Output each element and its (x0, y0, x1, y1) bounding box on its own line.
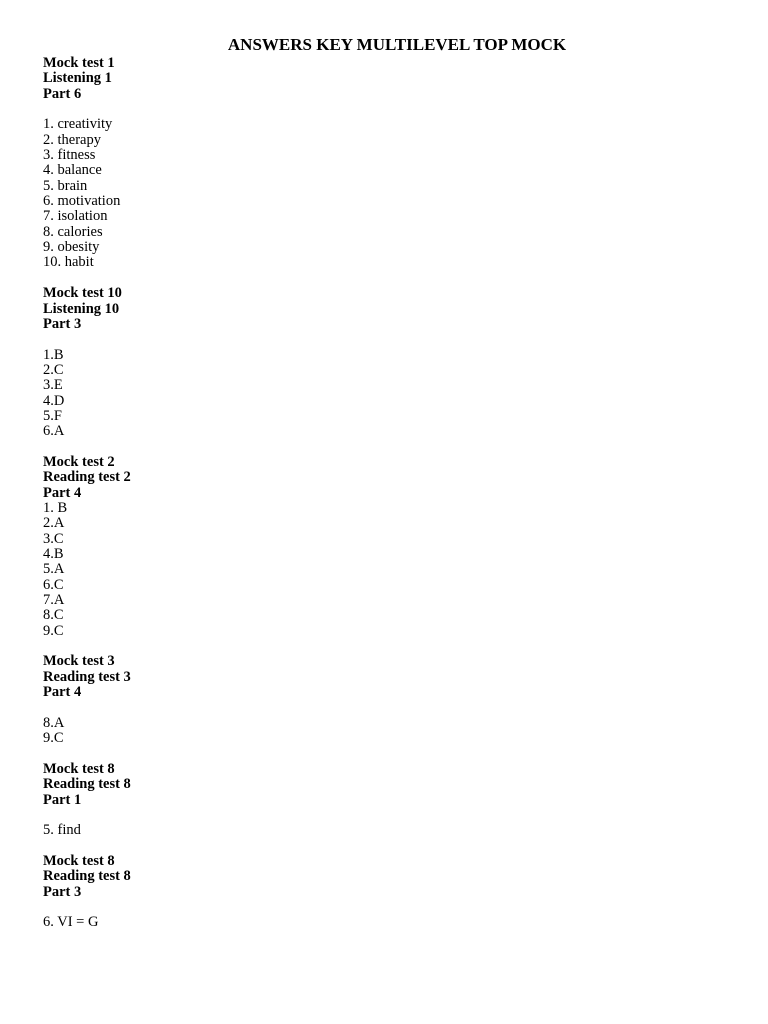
blank-line (43, 808, 643, 823)
answer-item: 2. therapy (43, 131, 101, 148)
answer-item: 5. brain (43, 177, 88, 194)
answer-list (43, 501, 643, 639)
answer-item: 4.D (43, 392, 65, 409)
answer-item: 1. creativity (43, 116, 113, 133)
answer-item: 3. fitness (43, 147, 96, 164)
answer-item: 2.A (43, 515, 65, 532)
answer-item: 10. habit (43, 254, 94, 271)
blank-line (43, 700, 643, 715)
blank-line (43, 900, 643, 915)
answer-item: 1. B (43, 499, 68, 516)
section-mock-test-heading: Mock test 2 (43, 453, 115, 470)
answer-item: 2.C (43, 361, 64, 378)
section-mock-test-heading: Mock test 1 (43, 55, 115, 71)
answer-item: 1.B (43, 346, 64, 363)
answer-item: 6. motivation (43, 193, 121, 210)
blank-line (43, 332, 643, 347)
section-test-heading: Listening 1 (43, 70, 112, 87)
answer-item: 4.B (43, 546, 64, 562)
answer-item: 5.F (43, 407, 62, 424)
section-part-heading: Part 3 (43, 883, 82, 900)
section-mock-test-heading: Mock test 8 (43, 852, 115, 869)
answer-key-content (43, 56, 643, 931)
section-test-heading: Listening 10 (43, 300, 120, 317)
blank-line (43, 440, 643, 455)
answer-item: 5.A (43, 561, 65, 578)
answer-item: 3.E (43, 377, 63, 394)
blank-line (43, 102, 643, 117)
section-part-heading: Part 3 (43, 315, 82, 332)
answer-section (43, 56, 643, 286)
answer-item: 5. find (43, 822, 81, 839)
answer-list (43, 823, 643, 838)
answer-section (43, 854, 643, 931)
blank-line (43, 639, 643, 654)
answer-item: 9. obesity (43, 239, 100, 256)
section-test-heading: Reading test 8 (43, 868, 131, 885)
answer-section (43, 455, 643, 654)
answer-item: 6.A (43, 423, 65, 440)
blank-line (43, 271, 643, 286)
answer-section (43, 654, 643, 761)
answer-list (43, 915, 643, 930)
section-test-heading: Reading test 8 (43, 776, 131, 793)
answer-item: 6.C (43, 576, 64, 593)
section-test-heading: Reading test 2 (43, 469, 131, 486)
section-mock-test-heading: Mock test 10 (43, 285, 122, 302)
section-part-heading: Part 4 (43, 484, 82, 501)
answer-item: 3.C (43, 530, 64, 547)
answer-item: 9.C (43, 622, 64, 639)
blank-line (43, 746, 643, 761)
section-part-heading: Part 1 (43, 791, 82, 808)
answer-list (43, 348, 643, 440)
section-part-heading: Part 6 (43, 85, 82, 102)
section-mock-test-heading: Mock test 8 (43, 760, 115, 777)
answer-item: 4. balance (43, 162, 102, 179)
answer-section (43, 762, 643, 854)
answer-item: 8.C (43, 607, 64, 624)
document-title: ANSWERS KEY MULTILEVEL TOP MOCK (227, 35, 567, 54)
answer-list (43, 716, 643, 747)
answer-item: 9.C (43, 730, 64, 747)
answer-item: 8.A (43, 714, 65, 731)
answer-section (43, 286, 643, 455)
answer-item: 7.A (43, 592, 65, 609)
section-part-heading: Part 4 (43, 684, 82, 701)
section-mock-test-heading: Mock test 3 (43, 653, 115, 670)
section-test-heading: Reading test 3 (43, 668, 131, 685)
answer-list (43, 117, 643, 270)
answer-item: 8. calories (43, 223, 103, 240)
answer-item: 7. isolation (43, 208, 108, 225)
blank-line (43, 839, 643, 854)
answer-item: 6. VI = G (43, 914, 99, 931)
